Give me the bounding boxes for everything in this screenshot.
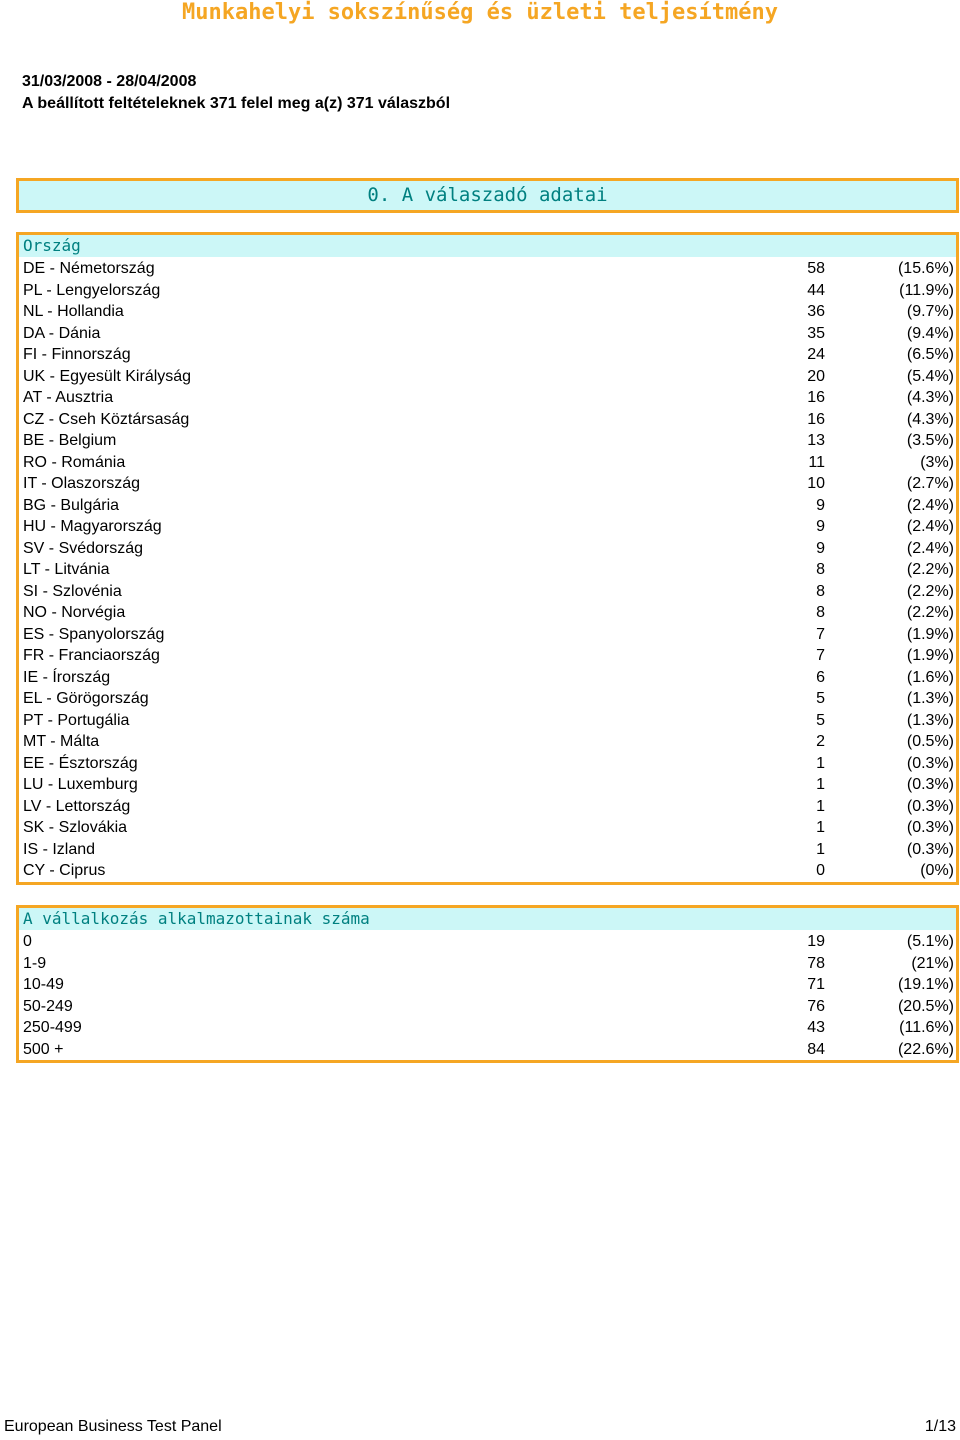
answer-percent: (11.6%) — [899, 1019, 954, 1036]
answer-percent: (9.7%) — [906, 303, 954, 320]
answer-count: 2 — [816, 733, 825, 750]
answer-count: 36 — [807, 303, 825, 320]
answer-percent: (1.9%) — [906, 625, 954, 643]
answer-row — [19, 839, 956, 861]
page-number: 1/13 — [924, 1418, 956, 1435]
answer-row — [19, 731, 956, 753]
answer-percent: (2.2%) — [906, 582, 954, 600]
answer-count: 16 — [807, 410, 825, 428]
answer-count: 1 — [816, 776, 825, 793]
answer-row — [19, 974, 956, 996]
answer-label: 0 — [23, 933, 32, 950]
answer-percent: (2.7%) — [906, 475, 954, 492]
question-title: Ország — [19, 235, 956, 257]
answer-count: 16 — [807, 389, 825, 406]
answer-row — [19, 323, 956, 345]
answer-label: MT - Málta — [23, 733, 100, 750]
answer-count: 1 — [816, 754, 825, 772]
answer-percent: (4.3%) — [906, 389, 954, 406]
answer-row — [19, 366, 956, 388]
answer-label: SK - Szlovákia — [23, 819, 128, 836]
answer-count: 84 — [807, 1040, 825, 1058]
answer-label: 250-499 — [23, 1019, 82, 1036]
answer-label: LT - Litvánia — [23, 561, 110, 578]
answer-label: FR - Franciaország — [23, 647, 160, 664]
question-employees — [16, 905, 959, 1063]
question-title: A vállalkozás alkalmazottainak száma — [19, 908, 956, 930]
answer-count: 8 — [816, 561, 825, 578]
answer-count: 20 — [807, 367, 825, 385]
answer-row — [19, 559, 956, 581]
answer-label: EE - Észtország — [23, 754, 138, 772]
answer-percent: (9.4%) — [906, 324, 954, 342]
answer-row — [19, 473, 956, 495]
date-range: 31/03/2008 - 28/04/2008 — [22, 73, 197, 90]
answer-count: 9 — [816, 496, 825, 514]
answer-row — [19, 516, 956, 538]
answer-count: 6 — [816, 668, 825, 686]
answer-label: ES - Spanyolország — [23, 625, 165, 643]
answer-row — [19, 258, 956, 280]
answer-label: UK - Egyesült Királyság — [23, 367, 192, 385]
answer-count: 76 — [807, 997, 825, 1015]
answer-count: 11 — [808, 453, 825, 471]
answer-row — [19, 538, 956, 560]
answer-label: LU - Luxemburg — [23, 776, 138, 793]
filter-summary: A beállított feltételeknek 371 felel meg a(z) 371 válaszból — [22, 95, 451, 112]
answer-row — [19, 796, 956, 818]
answer-row — [19, 710, 956, 732]
answer-label: EL - Görögország — [23, 690, 149, 707]
answer-percent: (0.3%) — [906, 797, 954, 815]
answer-row — [19, 409, 956, 431]
answer-percent: (1.3%) — [906, 711, 954, 729]
answer-count: 19 — [807, 933, 825, 950]
answer-label: 1-9 — [23, 954, 47, 972]
answer-row — [19, 301, 956, 323]
answer-percent: (0.5%) — [906, 733, 954, 750]
answer-label: IE - Írország — [23, 668, 111, 686]
answer-row — [19, 624, 956, 646]
answer-label: PL - Lengyelország — [23, 281, 161, 299]
answer-percent: (1.6%) — [906, 668, 954, 686]
answer-percent: (6.5%) — [906, 346, 954, 363]
answer-label: CY - Ciprus — [23, 862, 106, 879]
answer-row — [19, 344, 956, 366]
answer-label: 10-49 — [23, 976, 64, 993]
answer-label: BG - Bulgária — [23, 496, 120, 514]
answer-row — [19, 581, 956, 603]
answer-percent: (11.9%) — [899, 281, 954, 299]
answer-row — [19, 280, 956, 302]
answer-label: IT - Olaszország — [23, 475, 141, 492]
answer-label: 50-249 — [23, 997, 73, 1015]
answer-label: AT - Ausztria — [23, 389, 114, 406]
answer-count: 8 — [816, 604, 825, 621]
answer-row — [19, 931, 956, 953]
answer-count: 43 — [807, 1019, 825, 1036]
answer-label: FI - Finnország — [23, 346, 131, 363]
answer-count: 5 — [816, 711, 825, 729]
answer-row — [19, 667, 956, 689]
answer-percent: (2.2%) — [906, 604, 954, 621]
answer-count: 9 — [816, 539, 825, 557]
answer-percent: (2.4%) — [906, 539, 954, 557]
section-title: 0. A válaszadó adatai — [16, 178, 959, 213]
answer-percent: (19.1%) — [897, 976, 954, 993]
answer-label: SV - Svédország — [23, 539, 144, 557]
answer-percent: (2.4%) — [906, 518, 954, 535]
answer-percent: (4.3%) — [906, 410, 954, 428]
answer-row — [19, 495, 956, 517]
answer-percent: (20.5%) — [897, 997, 954, 1015]
answer-percent: (21%) — [911, 954, 954, 972]
answer-percent: (3%) — [920, 453, 954, 471]
answer-label: 500 + — [23, 1040, 64, 1058]
answer-list — [19, 257, 956, 882]
answer-percent: (1.9%) — [906, 647, 954, 664]
answer-count: 7 — [816, 625, 825, 643]
answer-row — [19, 387, 956, 409]
answer-percent: (0.3%) — [906, 776, 954, 793]
answer-percent: (0%) — [920, 862, 954, 879]
answer-row — [19, 996, 956, 1018]
answer-row — [19, 753, 956, 775]
answer-row — [19, 1039, 956, 1061]
answer-count: 13 — [807, 432, 825, 449]
answer-row — [19, 817, 956, 839]
answer-count: 1 — [816, 819, 825, 836]
answer-row — [19, 1017, 956, 1039]
answer-count: 24 — [807, 346, 825, 363]
answer-percent: (0.3%) — [906, 840, 954, 858]
answer-percent: (15.6%) — [897, 260, 954, 277]
answer-count: 8 — [816, 582, 825, 600]
answer-row — [19, 430, 956, 452]
answer-label: IS - Izland — [23, 840, 96, 858]
answer-percent: (5.1%) — [906, 933, 954, 950]
answer-row — [19, 645, 956, 667]
answer-count: 1 — [816, 840, 825, 858]
answer-row — [19, 953, 956, 975]
page-title: Munkahelyi sokszínűség és üzleti teljesítmény — [181, 0, 779, 25]
answer-label: CZ - Cseh Köztársaság — [23, 410, 190, 428]
answer-percent: (1.3%) — [906, 690, 954, 707]
answer-percent: (0.3%) — [906, 819, 954, 836]
answer-label: NO - Norvégia — [23, 604, 126, 621]
question-country — [16, 232, 959, 885]
footer-panel-name: European Business Test Panel — [4, 1418, 222, 1435]
answer-count: 10 — [807, 475, 825, 492]
answer-percent: (0.3%) — [906, 754, 954, 772]
answer-label: SI - Szlovénia — [23, 582, 122, 600]
answer-label: DE - Németország — [23, 260, 155, 277]
answer-count: 1 — [816, 797, 825, 815]
answer-percent: (5.4%) — [906, 367, 954, 385]
answer-percent: (2.4%) — [906, 496, 954, 514]
answer-count: 78 — [807, 954, 825, 972]
answer-row — [19, 774, 956, 796]
answer-percent: (3.5%) — [906, 432, 954, 449]
answer-label: DA - Dánia — [23, 324, 101, 342]
answer-label: RO - Románia — [23, 453, 126, 471]
answer-count: 44 — [807, 281, 825, 299]
answer-count: 58 — [807, 260, 825, 277]
answer-count: 7 — [816, 647, 825, 664]
answer-percent: (22.6%) — [897, 1040, 954, 1058]
answer-row — [19, 860, 956, 882]
answer-row — [19, 602, 956, 624]
answer-row — [19, 452, 956, 474]
answer-count: 0 — [816, 862, 825, 879]
answer-row — [19, 688, 956, 710]
answer-percent: (2.2%) — [906, 561, 954, 578]
answer-label: BE - Belgium — [23, 432, 117, 449]
answer-label: PT - Portugália — [23, 711, 130, 729]
answer-count: 35 — [807, 324, 825, 342]
answer-label: HU - Magyarország — [23, 518, 162, 535]
answer-list — [19, 930, 956, 1060]
answer-label: LV - Lettország — [23, 797, 131, 815]
answer-count: 71 — [807, 976, 825, 993]
answer-count: 5 — [816, 690, 825, 707]
answer-count: 9 — [816, 518, 825, 535]
answer-label: NL - Hollandia — [23, 303, 124, 320]
